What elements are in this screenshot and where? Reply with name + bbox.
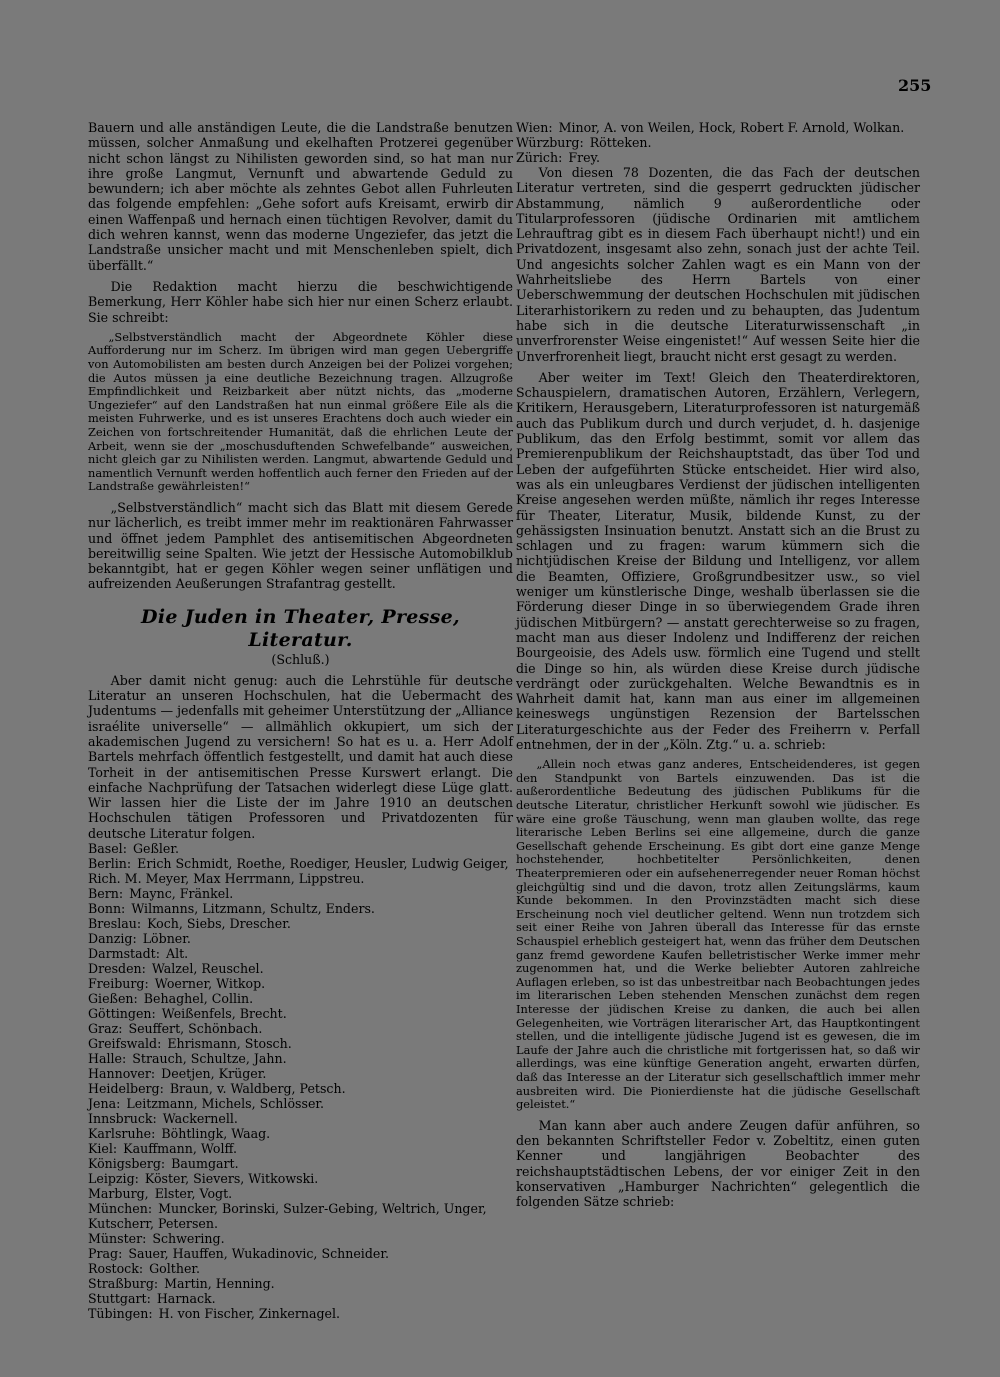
university-name: Basel: — [88, 841, 127, 857]
professor-names: Behaghel, Collin. — [143, 991, 254, 1007]
university-name: Marburg, — [88, 1186, 149, 1202]
university-name: Breslau: — [88, 916, 142, 932]
professor-names: Alt. — [165, 946, 189, 962]
list-item — [88, 916, 513, 931]
list-item — [88, 1096, 513, 1111]
paragraph: Aber damit nicht genug: auch die Lehrstühle für deutsche Literatur an unseren Hochschulen, hat die Uebermacht des Judentums — jedenfalls mit geheimer Unterstützung der „Alliance israélite universelle“ — allmählich okkupiert, um sich der akademischen Jugend zu versichern! So hat es u. a. Herr Adolf Bartels mehrfach öffentlich festgestellt, und damit hat auch diese Torheit in der antisemitischen Presse Kurswert erlangt. Die einfache Nachprüfung der Tatsachen widerlegt diese Lüge glatt. Wir lassen hier die Liste der im Jahre 1910 an deutschen Hochschulen tätigen Professoren und Privatdozenten für deutsche Literatur folgen. — [88, 672, 513, 841]
list-item — [88, 931, 513, 946]
university-name: Berlin: — [88, 856, 132, 872]
professor-names: Deetjen, Krüger. — [161, 1066, 267, 1082]
university-name: Bern: — [88, 886, 124, 902]
list-item — [88, 1021, 513, 1036]
list-item — [88, 1036, 513, 1051]
university-name: Hannover: — [88, 1066, 156, 1082]
university-name: Freiburg: — [88, 976, 149, 992]
list-item — [88, 1231, 513, 1246]
list-item — [88, 991, 513, 1006]
university-name: Greifswald: — [88, 1036, 162, 1052]
list-item — [88, 1291, 513, 1306]
professor-names: Köster, Sievers, Witkowski. — [144, 1171, 319, 1187]
page-number: 255 — [898, 76, 932, 95]
professor-names: Löbner. — [142, 931, 191, 947]
list-item — [88, 886, 513, 901]
list-item — [88, 1201, 513, 1231]
university-name: Prag: — [88, 1246, 123, 1262]
professor-names: Sauer, Hauffen, Wukadinovic, Schneider. — [128, 1246, 389, 1262]
professor-names: Schwering. — [152, 1231, 225, 1247]
professor-names: Geßler. — [132, 841, 179, 857]
university-name: Tübingen: — [88, 1306, 153, 1322]
list-item — [516, 135, 920, 150]
university-name: Gießen: — [88, 991, 138, 1007]
professor-names: Baumgart. — [171, 1156, 239, 1172]
university-name: Rostock: — [88, 1261, 144, 1277]
list-item — [88, 841, 513, 856]
professor-names: Ehrismann, Stosch. — [167, 1036, 292, 1052]
article-headline: Die Juden in Theater, Presse, Literatur. — [141, 605, 460, 651]
university-name: Halle: — [88, 1051, 127, 1067]
university-name: Königsberg: — [88, 1156, 166, 1172]
professor-names: Golther. — [149, 1261, 201, 1277]
list-item — [88, 1276, 513, 1291]
left-column — [88, 120, 513, 1321]
professor-names: Harnack. — [156, 1291, 216, 1307]
university-name: Kiel: — [88, 1141, 118, 1157]
list-item — [88, 901, 513, 916]
university-name: Jena: — [88, 1096, 121, 1112]
professor-names: Martin, Henning. — [164, 1276, 275, 1292]
list-item — [88, 1111, 513, 1126]
list-item — [88, 1246, 513, 1261]
list-item — [88, 1306, 513, 1321]
professor-names: Kauffmann, Wolff. — [123, 1141, 238, 1157]
paragraph: Bauern und alle anständigen Leute, die die Landstraße benutzen müssen, solcher Anmaßung und ekelhaften Protzerei gegenüber nicht schon längst zu Nihilisten geworden sind, so hat man nur ihre große Langmut, Vernunft und abwartende Geduld zu bewundern; ich aber möchte als zehntes Gebot allen Fuhrleuten das folgende empfehlen: „Gehe sofort aufs Kreisamt, erwirb dir einen Waffenpaß und hernach einen tüchtigen Revolver, damit du dich wehren kannst, wenn das moderne Ungeziefer, das jetzt die Landstraße unsicher macht und mit Menschenleben spielt, dich überfällt.“ — [88, 120, 513, 273]
university-name: Graz: — [88, 1021, 123, 1037]
quote: „Allein noch etwas ganz anderes, Entscheidenderes, ist gegen den Standpunkt von Bartels einzuwenden. Das ist die außerordentliche Bedeutung des jüdischen Publikums für die deutsche Literatur, christlicher Herkunft sowohl wie jüdischer. Es wäre eine große Täuschung, wenn man glauben wollte, das rege literarische Leben Berlins sei eine allgemeine, durch die ganze Gesellschaft gehende Erscheinung. Es gibt dort eine ganze Menge hochstehender, hochbetitelter Persönlichkeiten, denen Theaterpremieren oder ein aufsehenerregender neuer Roman höchst gleichgültig sind und die davon, trotz allen Zeitungslärms, kaum Kunde bekommen. In den Provinzstädten macht sich diese Erscheinung noch viel deutlicher geltend. Wenn nun trotzdem sich seit einer Reihe von Jahren überall das Interesse für das ernste Schauspiel erheblich gesteigert hat, wenn das früher dem Deutschen ganz fremd gewordene Kaufen belletristischer Werke immer mehr zugenommen hat, und die Werke beliebter Autoren zahlreiche Auflagen erleben, so ist das unbestreitbar nach Beobachtungen jedes im literarischen Leben stehenden Menschen zunächst dem regen Interesse der jüdischen Kreise zu danken, die auch bei allen Gelegenheiten, wie Vorträgen literarischer Art, das Hauptkontingent stellen, und die intelligente jüdische Jugend ist es gewesen, die im Laufe der Jahre auch die christliche mit fortgerissen hat, so daß wir allerdings, was eine künftige Generation angeht, erwarten dürfen, daß das Interesse an der Literatur sich gesellschaftlich immer mehr ausbreiten wird. Die Pionierdienste hat die jüdische Gesellschaft geleistet.“ — [516, 757, 920, 1112]
professor-names: Braun, v. Waldberg, Petsch. — [169, 1081, 346, 1097]
professor-names: Rötteken. — [589, 135, 652, 150]
professor-names: Koch, Siebs, Drescher. — [147, 916, 291, 932]
list-item — [88, 1006, 513, 1021]
university-name: Leipzig: — [88, 1171, 139, 1187]
list-item — [88, 1066, 513, 1081]
professor-names: Elster, Vogt. — [154, 1186, 233, 1202]
paragraph: „Selbstverständlich“ macht sich das Blatt mit diesem Gerede nur lächerlich, es treibt immer mehr im reaktionären Fahrwasser und öffnet jedem Pamphlet des antisemitischen Abgeordneten bereitwillig seine Spalten. Wie jetzt der Hessische Automobilklub bekanntgibt, hat er gegen Köhler wegen seiner unflätigen und aufreizenden Aeußerungen Strafantrag gestellt. — [88, 499, 513, 592]
paragraph: Man kann aber auch andere Zeugen dafür anführen, so den bekannten Schriftsteller Fedor v. Zobeltitz, einen guten Kenner und langjährigen Beobachter des reichshauptstädtischen Lebens, der vor einiger Zeit in den konservativen „Hamburger Nachrichten“ gelegentlich die folgenden Sätze schrieb: — [516, 1117, 920, 1210]
list-item — [88, 976, 513, 991]
list-item — [516, 150, 920, 165]
university-name: Wien: — [516, 120, 553, 135]
list-item — [88, 961, 513, 976]
university-list — [88, 841, 513, 1321]
university-name: München: — [88, 1201, 153, 1217]
professor-names: Seuffert, Schönbach. — [128, 1021, 263, 1037]
university-name: Dresden: — [88, 961, 146, 977]
university-list — [516, 120, 920, 165]
university-name: Danzig: — [88, 931, 137, 947]
professor-names: Erich Schmidt, Roethe, Roediger, Heusler, Ludwig Geiger, Rich. M. Meyer, Max Herrmann, Lippstreu. — [88, 856, 509, 887]
professor-names: Walzel, Reuschel. — [151, 961, 264, 977]
list-item — [88, 1156, 513, 1171]
university-name: Straßburg: — [88, 1276, 159, 1292]
professor-names: Maync, Fränkel. — [129, 886, 234, 902]
professor-names: Weißenfels, Brecht. — [161, 1006, 287, 1022]
university-name: Zürich: — [516, 150, 563, 165]
university-name: Karlsruhe: — [88, 1126, 156, 1142]
professor-names: Leitzmann, Michels, Schlösser. — [126, 1096, 325, 1112]
list-item — [88, 856, 513, 886]
list-item — [88, 1051, 513, 1066]
list-item — [88, 1261, 513, 1276]
article-subline: (Schluß.) — [271, 651, 330, 667]
list-item — [88, 1171, 513, 1186]
university-name: Heidelberg: — [88, 1081, 164, 1097]
university-name: Münster: — [88, 1231, 147, 1247]
quote: „Selbstverständlich macht der Abgeordnete Köhler diese Aufforderung nur im Scherz. Im übrigen wird man gegen Uebergriffe von Automobilisten am besten durch Anzeigen bei der Polizei vorgehen; die Autos müssen ja eine deutliche Bezeichnung tragen. Allzugroße Empfindlichkeit und Reizbarkeit aber nützt nichts, das „moderne Ungeziefer“ auf den Landstraßen hat nun einmal größere Eile als die meisten Fuhrwerke, und es ist unseres Erachtens doch auch wieder ein Zeichen von fortschreitender Humanität, daß die ehrlichen Leute der Arbeit, wenn sie der „moschusduftenden Schwefelbande“ ausweichen, nicht gleich gar zu Nihilisten werden. Langmut, abwartende Geduld und namentlich Vernunft werden hoffentlich auch ferner den Frieden auf der Landstraße gewährleisten!“ — [88, 329, 513, 494]
list-item — [88, 946, 513, 961]
list-item — [88, 1186, 513, 1201]
professor-names: Böhtlingk, Waag. — [161, 1126, 271, 1142]
professor-names: Muncker, Borinski, Sulzer-Gebing, Weltrich, Unger, Kutscherr, Petersen. — [88, 1201, 487, 1232]
professor-names: Wilmanns, Litzmann, Schultz, Enders. — [131, 901, 375, 917]
university-name: Bonn: — [88, 901, 126, 917]
list-item — [516, 120, 920, 135]
professor-names: Woerner, Witkop. — [154, 976, 266, 992]
university-name: Innsbruck: — [88, 1111, 157, 1127]
list-item — [88, 1081, 513, 1096]
professor-names: H. von Fischer, Zinkernagel. — [158, 1306, 341, 1322]
university-name: Darmstadt: — [88, 946, 160, 962]
professor-names: Strauch, Schultze, Jahn. — [132, 1051, 287, 1067]
professor-names: Frey. — [568, 150, 600, 165]
paragraph: Von diesen 78 Dozenten, die das Fach der deutschen Literatur vertreten, sind die gesperrt gedruckten jüdischer Abstammung, nämlich 9 außerordentliche oder Titularprofessoren (jüdische Ordinarien mit amtlichem Lehrauftrag gibt es in diesem Fach überhaupt nicht!) und ein Privatdozent, insgesamt also zehn, sonach just der achte Teil. Und angesichts solcher Zahlen wagt es ein Mann von der Wahrheitsliebe des Herrn Bartels von einer Ueberschwemmung der deutschen Hochschulen mit jüdischen Literarhistorikern zu reden und zu behaupten, das Judentum habe sich in die deutsche Literaturwissenschaft „in unverfrorenster Weise eingenistet!“ Auf wessen Seite hier die Unverfrorenheit liegt, braucht nicht erst gesagt zu werden. — [516, 165, 920, 364]
list-item — [88, 1126, 513, 1141]
professor-names: Wackernell. — [162, 1111, 238, 1127]
paragraph: Aber weiter im Text! Gleich den Theaterdirektoren, Schauspielern, dramatischen Autoren, Erzählern, Verlegern, Kritikern, Herausgebern, Literaturprofessoren ist naturgemäß auch das Publikum durch und durch verjudet, d. h. dasjenige Publikum, das den Erfolg bestimmt, somit vor allem das Premierenpublikum der Reichshauptstadt, das über Tod und Leben der aufgeführten Stücke entscheidet. Hier wird also, was als ein unleugbares Verdienst der jüdischen intelligenten Kreise angesehen werden müßte, nämlich ihr reges Interesse für Theater, Literatur, Musik, bildende Kunst, zu der gehässigsten Insinuation benutzt. Anstatt sich an die Brust zu schlagen und zu fragen: warum kümmern sich die nichtjüdischen Kreise der Bildung und Intelligenz, vor allem die Beamten, Offiziere, Großgrundbesitzer usw., so viel weniger um künstlerische Dinge, weshalb überlassen sie die Förderung dieser Dinge in so überwiegendem Grade ihren jüdischen Mitbürgern? — anstatt gerechterweise so zu fragen, macht man aus dieser Indolenz und Indifferenz der reichen Bourgeoisie, des Adels usw. förmlich eine Tugend und stellt die Dinge so hin, als würden diese Kreise durch jüdische verdrängt oder zurückgehalten. Welche Bewandtnis es in Wahrheit damit hat, kann man aus einer im allgemeinen keineswegs ungünstigen Rezension der Bartelsschen Literaturgeschichte aus der Feder des Freiherrn v. Perfall entnehmen, der in der „Köln. Ztg.“ u. a. schrieb: — [516, 369, 920, 752]
university-name: Göttingen: — [88, 1006, 156, 1022]
university-name: Würzburg: — [516, 135, 584, 150]
university-name: Stuttgart: — [88, 1291, 151, 1307]
list-item — [88, 1141, 513, 1156]
paragraph: Die Redaktion macht hierzu die beschwichtigende Bemerkung, Herr Köhler habe sich hier nur einen Scherz erlaubt. Sie schreibt: — [88, 278, 513, 325]
right-column — [516, 120, 920, 1210]
professor-names: Minor, A. von Weilen, Hock, Robert F. Arnold, Wolkan. — [558, 120, 905, 135]
